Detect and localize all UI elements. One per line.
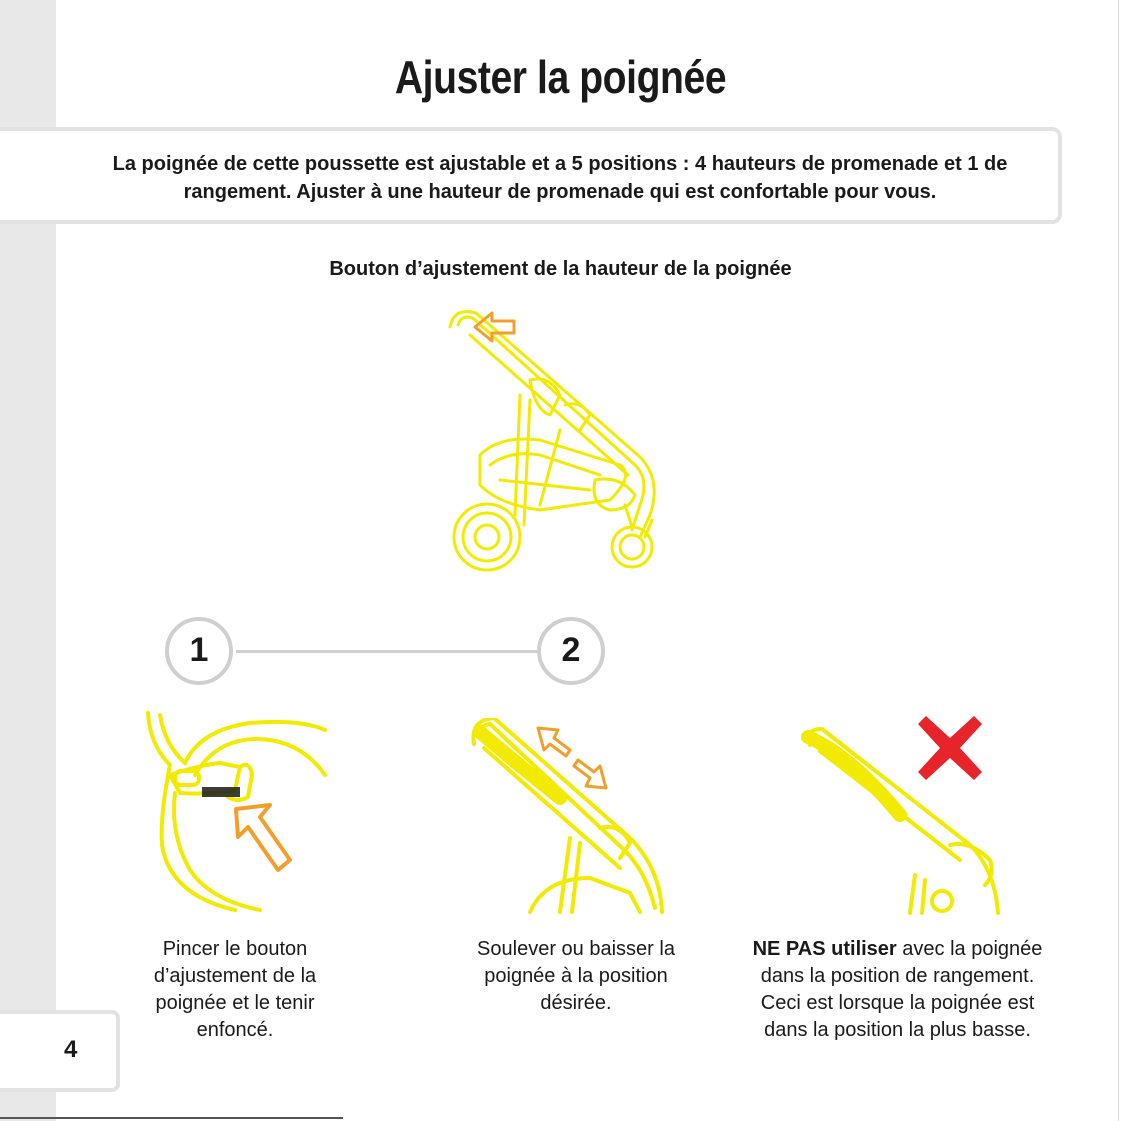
bottom-rule [0, 1117, 343, 1119]
subheading: Bouton d’ajustement de la hauteur de la poignée [329, 258, 792, 280]
step1-caption-line: d’ajustement de la [153, 965, 317, 987]
step1-caption-line: Pincer le bouton [162, 938, 308, 960]
step2-caption-line: poignée à la position [484, 965, 668, 987]
step-1-circle: 1 [165, 617, 233, 685]
adjust-handle-illustration [470, 718, 670, 914]
warning-caption-line: dans la position la plus basse. [764, 1019, 1031, 1041]
step-connector-line [236, 650, 538, 653]
right-edge-line [1118, 0, 1119, 1121]
warning-caption [745, 936, 1050, 1044]
intro-line-1: La poignée de cette poussette est ajustable et a 5 positions : 4 hauteurs de promenade et 1 de [112, 153, 1008, 175]
warning-caption-line: dans la position de rangement. [760, 965, 1035, 987]
warning-caption-line: Ceci est lorsque la poignée est [760, 992, 1035, 1014]
intro-text [100, 150, 1020, 206]
step2-caption-line: Soulever ou baisser la [477, 938, 675, 960]
page-title: Ajuster la poignée [394, 51, 727, 103]
step1-caption-line: poignée et le tenir [155, 992, 315, 1014]
page-number: 4 [64, 1036, 78, 1063]
warning-rest-text: avec la poignée [896, 938, 1043, 960]
stroller-illustration [440, 305, 670, 575]
intro-line-2: rangement. Ajuster à une hauteur de promenade qui est confortable pour vous. [183, 181, 937, 203]
step2-caption-line: désirée. [540, 992, 612, 1014]
warning-bold-text: NE PAS utiliser [752, 938, 897, 960]
page-number-box [0, 1010, 120, 1092]
red-cross-icon [914, 712, 986, 784]
pinch-button-illustration [140, 705, 340, 915]
step1-caption-line: enfoncé. [196, 1019, 274, 1041]
step1-caption [120, 936, 350, 1044]
step2-caption [462, 936, 690, 1017]
step-2-circle: 2 [537, 617, 605, 685]
warning-caption-line-1 [745, 936, 1050, 963]
